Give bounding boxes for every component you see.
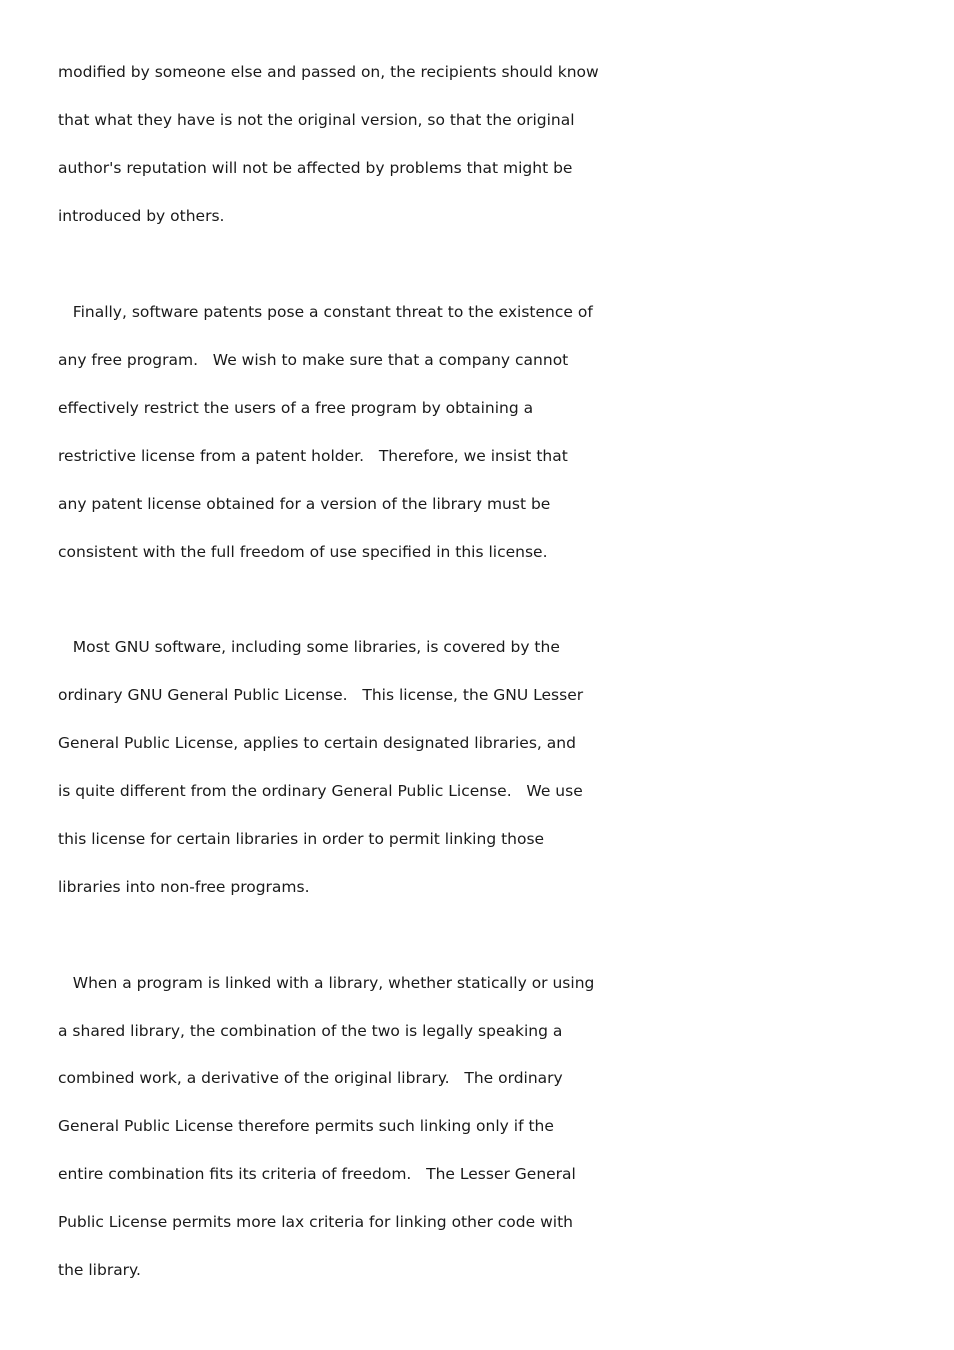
- text-line: General Public License, applies to certain designated libraries, and: [58, 734, 576, 752]
- text-line: Public License permits more lax criteria for linking other code with: [58, 1213, 573, 1231]
- text-line: a shared library, the combination of the two is legally speaking a: [58, 1022, 563, 1040]
- text-line: restrictive license from a patent holder. Therefore, we insist that: [58, 447, 568, 465]
- text-line: entire combination fits its criteria of freedom. The Lesser General: [58, 1165, 576, 1183]
- text-line: this license for certain libraries in order to permit linking those: [58, 830, 545, 848]
- text-line: General Public License therefore permits such linking only if the: [58, 1117, 554, 1135]
- text-line: libraries into non-free programs.: [58, 878, 310, 896]
- text-line: author's reputation will not be affected by problems that might be: [58, 159, 573, 177]
- text-line: Finally, software patents pose a constant threat to the existence of: [58, 303, 593, 321]
- text-line: consistent with the full freedom of use specified in this license.: [58, 543, 548, 561]
- text-line: When a program is linked with a library, whether statically or using: [58, 974, 595, 992]
- text-line: any free program. We wish to make sure that a company cannot: [58, 351, 569, 369]
- text-line: that what they have is not the original version, so that the original: [58, 111, 575, 129]
- text-line: any patent license obtained for a version of the library must be: [58, 495, 551, 513]
- text-line: effectively restrict the users of a free program by obtaining a: [58, 399, 534, 417]
- text-line: introduced by others.: [58, 207, 225, 225]
- text-line: modified by someone else and passed on, the recipients should know: [58, 63, 599, 81]
- text-line: Most GNU software, including some libraries, is covered by the: [58, 638, 560, 656]
- text-line: combined work, a derivative of the original library. The ordinary: [58, 1069, 563, 1087]
- text-line: is quite different from the ordinary General Public License. We use: [58, 782, 583, 800]
- text-line: the library.: [58, 1261, 141, 1279]
- text-line: ordinary GNU General Public License. This license, the GNU Lesser: [58, 686, 584, 704]
